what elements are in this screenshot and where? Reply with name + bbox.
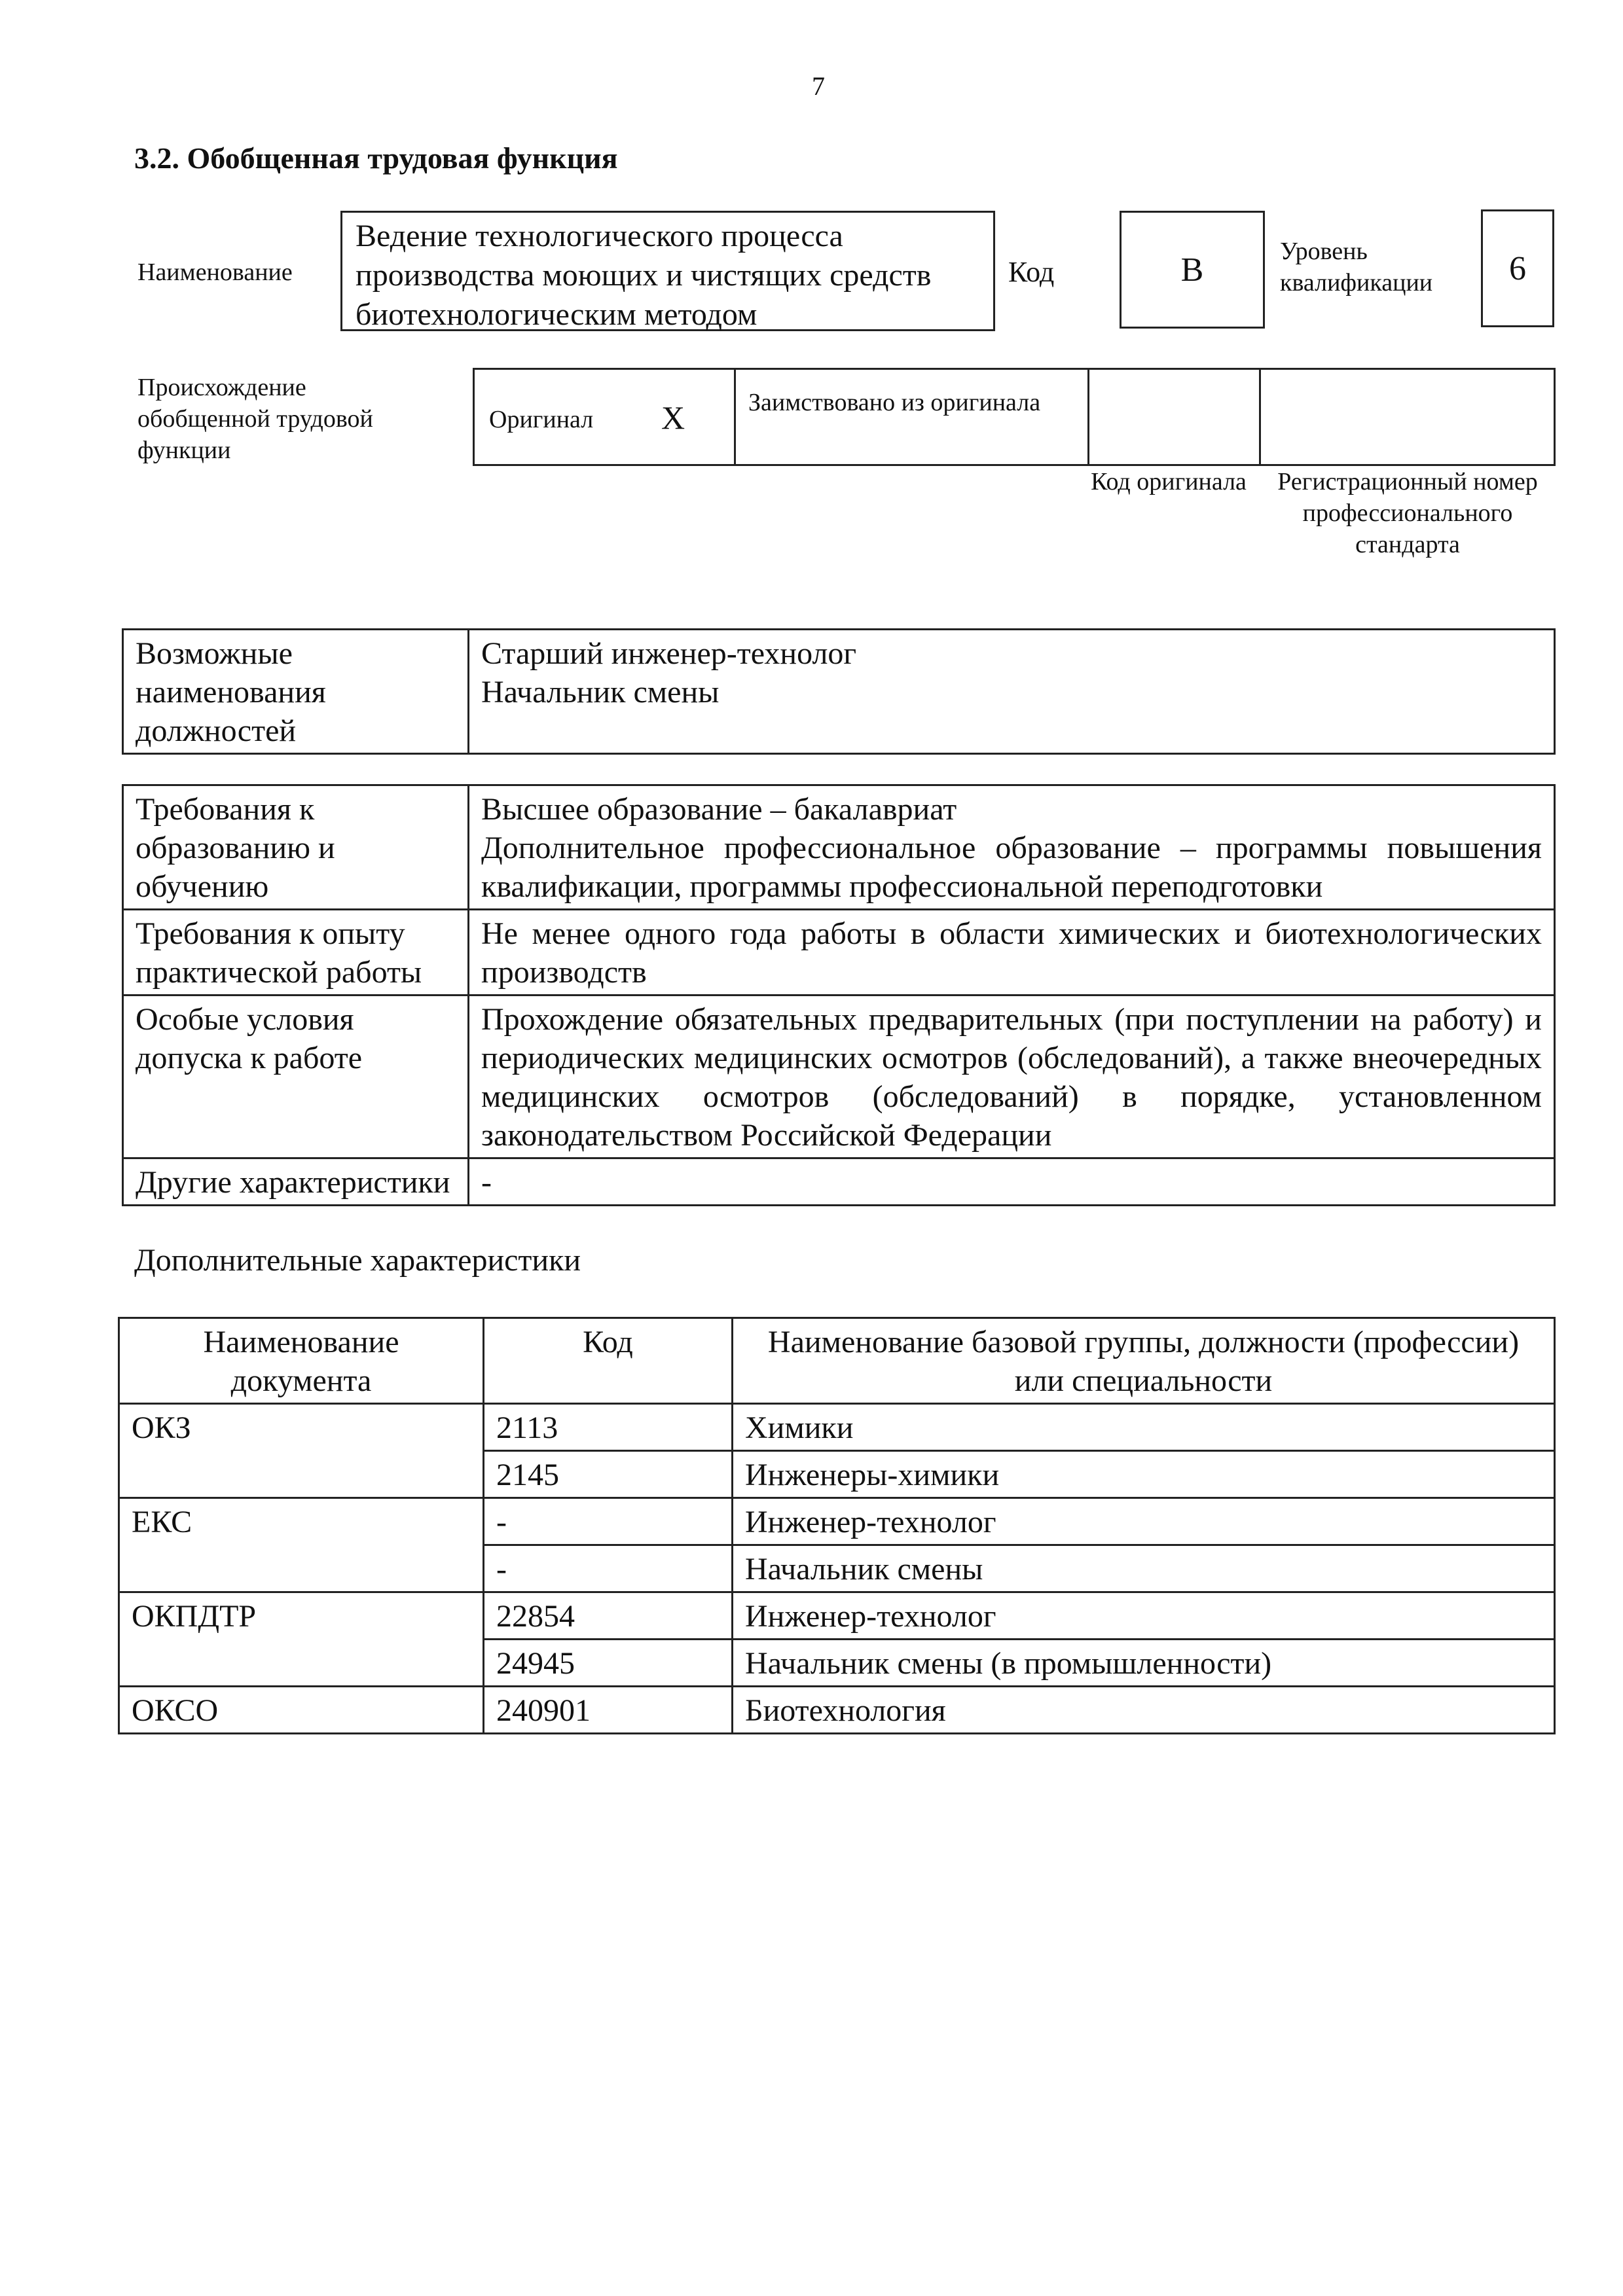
requirement-value: Прохождение обязательных предварительных (при поступлении на работу) и периодических медицинских осмотров (обследований), а также внеочередных медицинских осмотров (обследований) в порядке, установленном законодательством Российской Федерации xyxy=(469,996,1555,1158)
function-name-box xyxy=(340,211,995,331)
requirement-value: Высшее образование – бакалавриат Дополнительное профессиональное образование – программы повышения квалификации, программы профессиональной переподготовки xyxy=(469,785,1555,910)
title-cell: Инженер-технолог xyxy=(733,1498,1555,1545)
table-row xyxy=(123,1158,1555,1206)
requirement-label: Требования к образованию и обучению xyxy=(123,785,469,910)
requirement-label: Требования к опыту практической работы xyxy=(123,910,469,996)
table-row xyxy=(119,1404,1555,1451)
table-row xyxy=(119,1592,1555,1640)
table-row xyxy=(123,785,1555,910)
title-cell: Начальник смены (в промышленности) xyxy=(733,1640,1555,1687)
title-cell: Химики xyxy=(733,1404,1555,1451)
requirement-value: Не менее одного года работы в области химических и биотехнологических производств xyxy=(469,910,1555,996)
title-cell: Инженеры-химики xyxy=(733,1451,1555,1498)
code-original-caption: Код оригинала xyxy=(1091,468,1247,495)
borrowed-label: Заимствовано из оригинала xyxy=(748,389,1041,416)
title-cell: Начальник смены xyxy=(733,1545,1555,1592)
code-cell: - xyxy=(484,1498,733,1545)
section-heading: 3.2. Обобщенная трудовая функция xyxy=(134,141,618,175)
requirements-table xyxy=(122,784,1556,1206)
table-row xyxy=(119,1498,1555,1545)
table-row xyxy=(123,630,1555,754)
page-number: 7 xyxy=(812,71,825,101)
code-cell: 24945 xyxy=(484,1640,733,1687)
additional-table xyxy=(118,1317,1556,1734)
requirement-label: Особые условия допуска к работе xyxy=(123,996,469,1158)
code-box xyxy=(1120,211,1265,329)
table-header-row xyxy=(119,1318,1555,1404)
document-cell: ОКСО xyxy=(119,1687,484,1734)
function-name-value: Ведение технологического процесса производства моющих и чистящих средств биотехнологическим методом xyxy=(356,219,932,332)
code-value: B xyxy=(1180,251,1204,289)
title-cell: Биотехнология xyxy=(733,1687,1555,1734)
original-mark: X xyxy=(661,399,685,436)
requirement-label: Другие характеристики xyxy=(123,1158,469,1206)
level-box xyxy=(1481,209,1554,327)
column-header: Код xyxy=(484,1318,733,1404)
level-label: Уровень квалификации xyxy=(1280,238,1433,296)
position-item: Старший инженер-технолог xyxy=(481,636,857,671)
document-cell: ОКПДТР xyxy=(119,1592,484,1687)
code-cell: 22854 xyxy=(484,1592,733,1640)
table-row xyxy=(123,996,1555,1158)
document-cell: ОКЗ xyxy=(119,1404,484,1498)
table-row xyxy=(119,1687,1555,1734)
code-cell: 2145 xyxy=(484,1451,733,1498)
code-label: Код xyxy=(1008,256,1055,288)
positions-values xyxy=(469,630,1555,754)
origin-label: Происхождение обобщенной трудовой функции xyxy=(137,374,373,464)
code-cell: 2113 xyxy=(484,1404,733,1451)
original-cell xyxy=(475,370,736,464)
positions-table xyxy=(122,628,1556,755)
divider xyxy=(1087,370,1089,464)
title-cell: Инженер-технолог xyxy=(733,1592,1555,1640)
level-value: 6 xyxy=(1509,250,1526,287)
reg-number-caption: Регистрационный номер профессионального стандарта xyxy=(1277,468,1538,558)
code-cell: 240901 xyxy=(484,1687,733,1734)
origin-box xyxy=(473,368,1556,466)
column-header: Наименование документа xyxy=(119,1318,484,1404)
requirement-value: - xyxy=(469,1158,1555,1206)
table-row xyxy=(123,910,1555,996)
divider xyxy=(1259,370,1261,464)
name-label: Наименование xyxy=(137,259,293,286)
column-header: Наименование базовой группы, должности (профессии) или специальности xyxy=(733,1318,1555,1404)
position-item: Начальник смены xyxy=(481,675,720,709)
positions-label: Возможные наименования должностей xyxy=(123,630,469,754)
original-label: Оригинал xyxy=(489,406,594,433)
code-cell: - xyxy=(484,1545,733,1592)
document-cell: ЕКС xyxy=(119,1498,484,1592)
additional-title: Дополнительные характеристики xyxy=(134,1243,581,1278)
